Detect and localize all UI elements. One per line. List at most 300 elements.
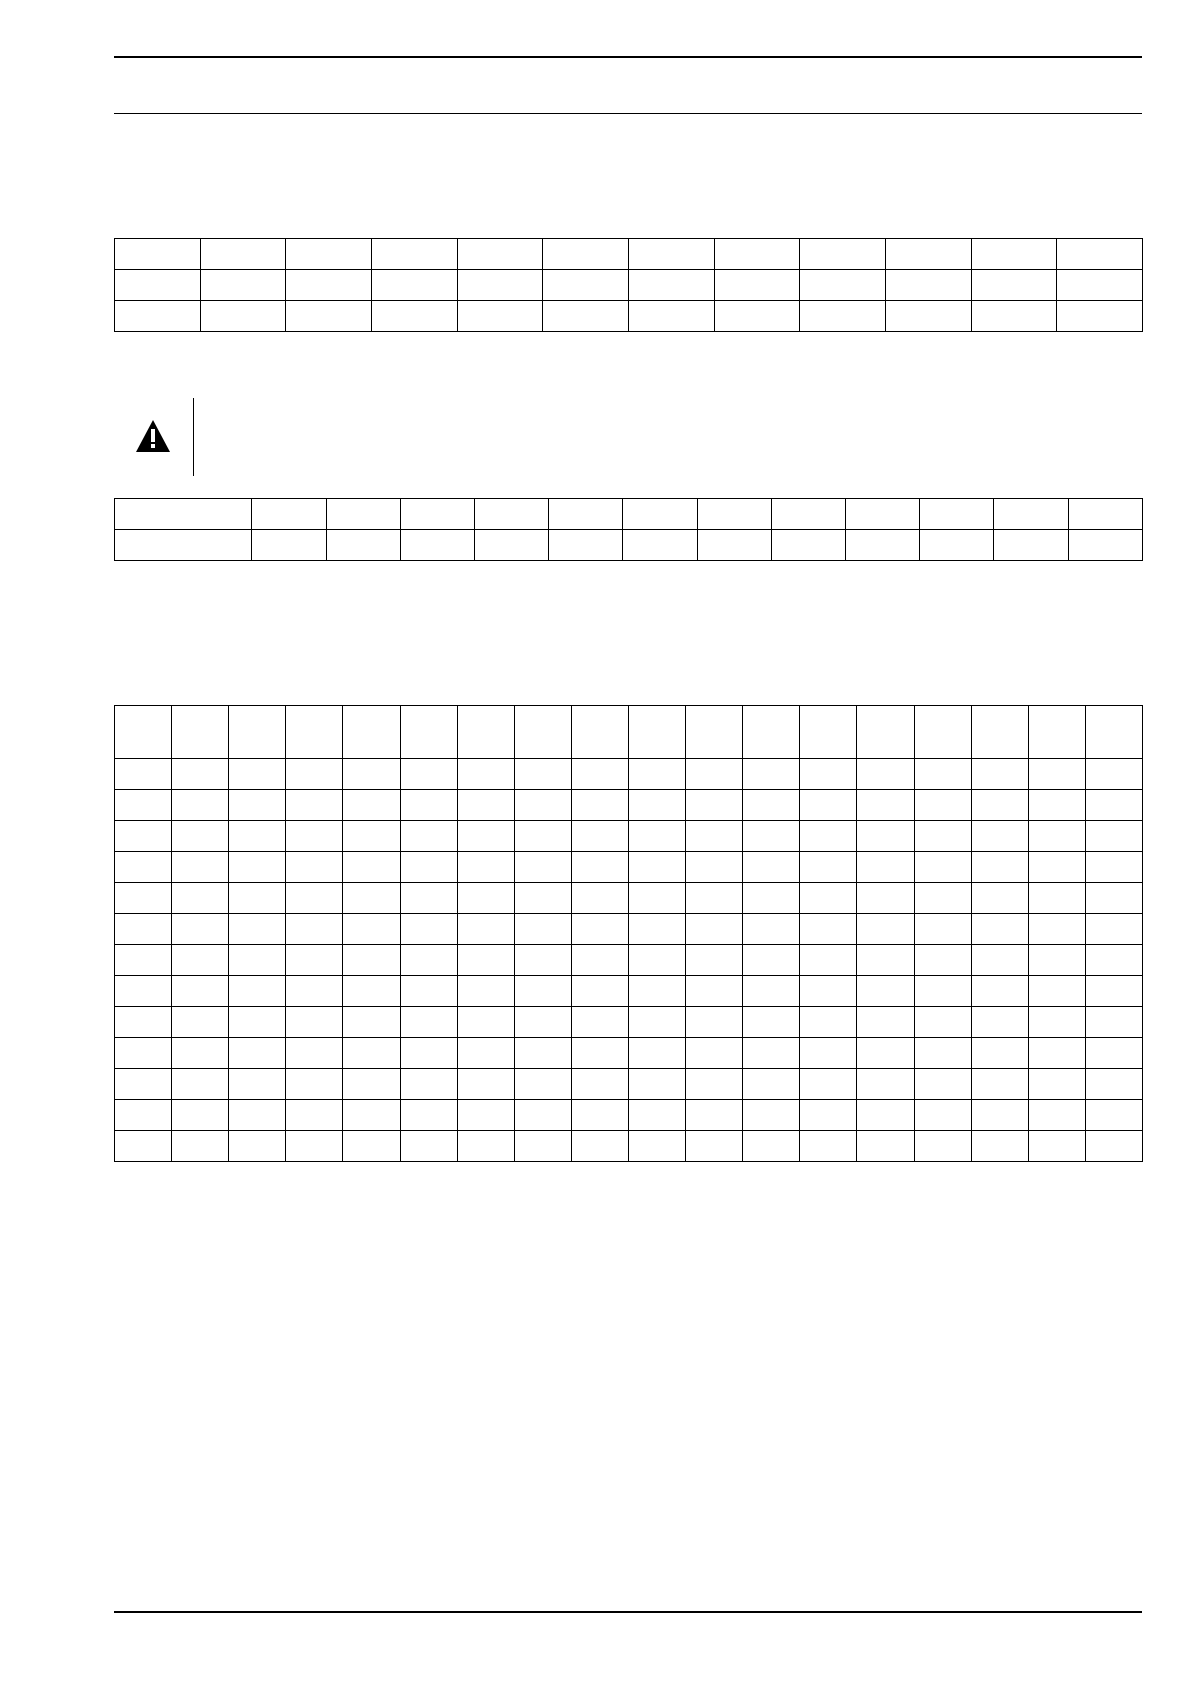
table-3-cell xyxy=(400,1038,457,1069)
table-3-cell xyxy=(800,1131,857,1162)
table-1-cell xyxy=(371,239,457,270)
table-3-cell xyxy=(343,1038,400,1069)
table-3-cell xyxy=(115,883,172,914)
table-3-cell xyxy=(172,1069,229,1100)
table-3-cell xyxy=(686,1100,743,1131)
table-3-cell xyxy=(914,976,971,1007)
table-3-cell xyxy=(743,790,800,821)
table-3-cell xyxy=(286,759,343,790)
table-3-cell xyxy=(115,790,172,821)
table-3-cell xyxy=(343,821,400,852)
table-1-cell xyxy=(800,239,886,270)
table-3-cell xyxy=(457,945,514,976)
table-3-cell xyxy=(286,1100,343,1131)
table-2-cell xyxy=(697,530,771,561)
table-3-cell xyxy=(857,945,914,976)
table-3-row xyxy=(115,914,1143,945)
table-2-cell xyxy=(252,499,326,530)
table-3-cell xyxy=(628,1069,685,1100)
table-1-cell xyxy=(286,301,372,332)
table-3-cell xyxy=(457,1131,514,1162)
table-3-cell xyxy=(628,852,685,883)
table-3-cell xyxy=(628,759,685,790)
table-3-cell xyxy=(628,1038,685,1069)
table-3-cell xyxy=(400,976,457,1007)
table-3-cell xyxy=(743,1007,800,1038)
table-3-cell xyxy=(800,976,857,1007)
table-3-cell xyxy=(914,821,971,852)
table-3-cell xyxy=(628,976,685,1007)
table-3-cell xyxy=(457,759,514,790)
table-3-cell xyxy=(343,1007,400,1038)
table-3-cell xyxy=(857,1069,914,1100)
table-2 xyxy=(114,498,1143,561)
table-2-cell xyxy=(920,530,994,561)
table-3-cell xyxy=(1028,1007,1085,1038)
table-1-cell xyxy=(971,301,1057,332)
table-3-cell xyxy=(914,945,971,976)
table-3-cell xyxy=(115,976,172,1007)
table-3-cell xyxy=(172,883,229,914)
table-3-cell xyxy=(400,1007,457,1038)
table-3-cell xyxy=(115,914,172,945)
table-3-cell xyxy=(857,1038,914,1069)
table-3-cell xyxy=(800,945,857,976)
table-3-cell xyxy=(743,706,800,759)
table-3-cell xyxy=(914,790,971,821)
table-3-cell xyxy=(457,821,514,852)
table-3-cell xyxy=(514,914,571,945)
table-1-cell xyxy=(800,301,886,332)
table-3-cell xyxy=(914,1038,971,1069)
table-3-cell xyxy=(914,1007,971,1038)
table-3-cell xyxy=(857,1100,914,1131)
table-3-cell xyxy=(172,914,229,945)
table-3-cell xyxy=(571,1069,628,1100)
table-3-cell xyxy=(172,1131,229,1162)
table-3-cell xyxy=(229,706,286,759)
table-1-cell xyxy=(200,239,286,270)
table-3-cell xyxy=(1028,945,1085,976)
table-3-cell xyxy=(400,852,457,883)
table-3-cell xyxy=(743,883,800,914)
table-3-cell xyxy=(914,1069,971,1100)
table-3-cell xyxy=(571,883,628,914)
table-3-cell xyxy=(115,1100,172,1131)
table-3-cell xyxy=(571,1007,628,1038)
table-3-cell xyxy=(229,821,286,852)
warning-notice xyxy=(114,398,1142,478)
table-3-cell xyxy=(1085,852,1142,883)
table-1-cell xyxy=(800,270,886,301)
table-3-cell xyxy=(800,1069,857,1100)
table-1-cell xyxy=(971,270,1057,301)
table-3-cell xyxy=(857,914,914,945)
table-3-cell xyxy=(229,759,286,790)
table-3-cell xyxy=(857,1131,914,1162)
table-3-cell xyxy=(571,976,628,1007)
table-3-cell xyxy=(743,1100,800,1131)
table-3-cell xyxy=(800,759,857,790)
table-3-cell xyxy=(172,759,229,790)
table-3-cell xyxy=(172,1038,229,1069)
table-3-cell xyxy=(686,914,743,945)
table-3-cell xyxy=(914,852,971,883)
table-3-cell xyxy=(514,759,571,790)
table-3-row xyxy=(115,945,1143,976)
table-3-cell xyxy=(286,883,343,914)
table-2-cell xyxy=(252,530,326,561)
table-1-cell xyxy=(543,301,629,332)
table-1 xyxy=(114,238,1143,332)
table-3-cell xyxy=(343,790,400,821)
table-3-cell xyxy=(229,852,286,883)
table-3-row xyxy=(115,883,1143,914)
table-3-cell xyxy=(914,759,971,790)
table-3-cell xyxy=(400,706,457,759)
table-3-cell xyxy=(743,945,800,976)
table-3-cell xyxy=(514,1100,571,1131)
table-2-cell xyxy=(475,530,549,561)
table-3-cell xyxy=(628,1131,685,1162)
table-3-cell xyxy=(457,1069,514,1100)
table-3-cell xyxy=(800,1038,857,1069)
table-1-cell xyxy=(457,301,543,332)
table-3-cell xyxy=(457,1100,514,1131)
table-3-cell xyxy=(286,790,343,821)
table-3-cell xyxy=(628,1100,685,1131)
table-3-cell xyxy=(1028,706,1085,759)
table-3-row xyxy=(115,790,1143,821)
table-1-cell xyxy=(1057,239,1143,270)
table-3-cell xyxy=(286,945,343,976)
table-3-cell xyxy=(571,790,628,821)
table-3-cell xyxy=(286,821,343,852)
table-3-row xyxy=(115,759,1143,790)
table-3-cell xyxy=(686,1069,743,1100)
table-3-row xyxy=(115,976,1143,1007)
table-3-cell xyxy=(115,1131,172,1162)
table-3-cell xyxy=(172,1100,229,1131)
table-3-cell xyxy=(457,1038,514,1069)
table-3-cell xyxy=(115,945,172,976)
table-3-cell xyxy=(1085,1038,1142,1069)
table-3-cell xyxy=(800,790,857,821)
table-3-cell xyxy=(514,1038,571,1069)
table-1-cell xyxy=(543,270,629,301)
table-3-cell xyxy=(115,1007,172,1038)
table-3-cell xyxy=(115,759,172,790)
table-3-cell xyxy=(229,1131,286,1162)
table-3-cell xyxy=(686,821,743,852)
table-3-cell xyxy=(343,945,400,976)
table-3-cell xyxy=(1085,1007,1142,1038)
table-3-row xyxy=(115,1100,1143,1131)
table-3-cell xyxy=(686,852,743,883)
table-3-cell xyxy=(914,883,971,914)
table-3-cell xyxy=(914,1100,971,1131)
table-2-cell xyxy=(623,530,697,561)
table-3-cell xyxy=(971,1131,1028,1162)
table-3-cell xyxy=(971,1007,1028,1038)
table-3-cell xyxy=(971,914,1028,945)
table-1-cell xyxy=(286,270,372,301)
table-3-cell xyxy=(686,945,743,976)
table-3-cell xyxy=(115,852,172,883)
table-3-cell xyxy=(343,976,400,1007)
table-2-cell xyxy=(994,530,1068,561)
table-3-cell xyxy=(857,976,914,1007)
table-3-cell xyxy=(628,914,685,945)
table-3-cell xyxy=(628,706,685,759)
table-3-cell xyxy=(400,759,457,790)
table-3-cell xyxy=(857,759,914,790)
table-1-cell xyxy=(371,270,457,301)
table-3-cell xyxy=(628,821,685,852)
table-3-cell xyxy=(800,821,857,852)
table-3-cell xyxy=(1028,883,1085,914)
table-3-cell xyxy=(400,821,457,852)
warning-divider xyxy=(193,398,194,476)
table-3-cell xyxy=(971,852,1028,883)
table-3-cell xyxy=(286,1038,343,1069)
table-3-cell xyxy=(229,914,286,945)
table-1-cell xyxy=(286,239,372,270)
table-3-cell xyxy=(286,1007,343,1038)
table-1-cell xyxy=(115,301,201,332)
table-1-cell xyxy=(371,301,457,332)
table-3-cell xyxy=(686,759,743,790)
table-3-cell xyxy=(514,1007,571,1038)
table-3-cell xyxy=(1085,706,1142,759)
table-3-cell xyxy=(857,790,914,821)
table-3-cell xyxy=(971,821,1028,852)
table-3-cell xyxy=(286,706,343,759)
table-3-cell xyxy=(457,1007,514,1038)
table-3-row xyxy=(115,706,1143,759)
table-3-cell xyxy=(743,1069,800,1100)
table-3-cell xyxy=(1028,821,1085,852)
table-3-cell xyxy=(628,790,685,821)
table-3-cell xyxy=(172,945,229,976)
table-3-cell xyxy=(800,852,857,883)
table-1-row xyxy=(115,270,1143,301)
table-3-cell xyxy=(172,790,229,821)
table-2-cell xyxy=(326,499,400,530)
table-2-cell xyxy=(549,530,623,561)
header-bottom-rule xyxy=(114,113,1142,114)
table-2-cell xyxy=(994,499,1068,530)
table-3-cell xyxy=(400,790,457,821)
table-3-cell xyxy=(686,1038,743,1069)
table-1-cell xyxy=(457,270,543,301)
table-3-cell xyxy=(686,790,743,821)
table-3-cell xyxy=(743,1038,800,1069)
table-3-row xyxy=(115,1007,1143,1038)
table-2-cell xyxy=(1068,499,1142,530)
table-1-cell xyxy=(971,239,1057,270)
table-3-cell xyxy=(1085,883,1142,914)
table-3-cell xyxy=(343,1131,400,1162)
table-3-cell xyxy=(229,1007,286,1038)
table-3-cell xyxy=(1028,852,1085,883)
table-3-cell xyxy=(1028,759,1085,790)
table-3-cell xyxy=(400,883,457,914)
table-1-cell xyxy=(200,270,286,301)
table-3-cell xyxy=(514,790,571,821)
table-3-cell xyxy=(343,1100,400,1131)
table-3-cell xyxy=(229,1100,286,1131)
table-3-cell xyxy=(1028,1069,1085,1100)
table-3-cell xyxy=(115,706,172,759)
table-2-cell xyxy=(400,499,474,530)
table-3-cell xyxy=(172,852,229,883)
table-3-cell xyxy=(1085,821,1142,852)
table-3-cell xyxy=(343,852,400,883)
table-3-cell xyxy=(514,1069,571,1100)
table-3-cell xyxy=(1085,945,1142,976)
table-3-cell xyxy=(857,852,914,883)
table-3-cell xyxy=(514,883,571,914)
header-top-rule xyxy=(114,56,1142,58)
table-3-row xyxy=(115,1069,1143,1100)
table-3-cell xyxy=(971,945,1028,976)
table-3-cell xyxy=(1085,1100,1142,1131)
table-3-cell xyxy=(571,945,628,976)
table-3-cell xyxy=(1028,914,1085,945)
table-3-cell xyxy=(343,883,400,914)
table-3-cell xyxy=(800,1100,857,1131)
table-3-cell xyxy=(686,706,743,759)
table-1-cell xyxy=(885,270,971,301)
table-1-cell xyxy=(885,301,971,332)
table-3-cell xyxy=(286,1069,343,1100)
table-2-cell xyxy=(771,530,845,561)
table-3-cell xyxy=(1085,759,1142,790)
table-3-cell xyxy=(971,1038,1028,1069)
table-3-cell xyxy=(743,976,800,1007)
table-3-cell xyxy=(514,945,571,976)
table-3-cell xyxy=(571,852,628,883)
table-3-cell xyxy=(857,1007,914,1038)
table-3-cell xyxy=(800,914,857,945)
table-3-row xyxy=(115,821,1143,852)
table-3-cell xyxy=(400,1069,457,1100)
table-2-cell xyxy=(549,499,623,530)
table-3-cell xyxy=(1085,1069,1142,1100)
table-3-cell xyxy=(1028,1100,1085,1131)
table-3-cell xyxy=(743,1131,800,1162)
table-3-cell xyxy=(457,706,514,759)
table-1-cell xyxy=(200,301,286,332)
table-3-cell xyxy=(343,1069,400,1100)
table-3-cell xyxy=(343,914,400,945)
table-3-cell xyxy=(514,821,571,852)
table-3-cell xyxy=(628,1007,685,1038)
table-1-cell xyxy=(885,239,971,270)
table-3-cell xyxy=(115,1069,172,1100)
table-3-cell xyxy=(743,852,800,883)
table-2-cell xyxy=(400,530,474,561)
table-3-cell xyxy=(857,883,914,914)
table-1-cell xyxy=(714,239,800,270)
table-3-cell xyxy=(914,706,971,759)
table-2-cell xyxy=(1068,530,1142,561)
table-3-row xyxy=(115,1131,1143,1162)
table-3-cell xyxy=(457,976,514,1007)
table-3-cell xyxy=(229,1038,286,1069)
table-3-cell xyxy=(172,821,229,852)
table-1-cell xyxy=(457,239,543,270)
table-3-cell xyxy=(1085,914,1142,945)
table-3-cell xyxy=(1085,1131,1142,1162)
table-3-cell xyxy=(457,914,514,945)
table-3-cell xyxy=(743,821,800,852)
table-3-cell xyxy=(971,790,1028,821)
table-1-row xyxy=(115,301,1143,332)
table-3-cell xyxy=(457,852,514,883)
table-3-cell xyxy=(286,1131,343,1162)
table-2-cell xyxy=(623,499,697,530)
table-2-cell xyxy=(920,499,994,530)
table-2-cell xyxy=(697,499,771,530)
table-3-cell xyxy=(971,883,1028,914)
table-2-cell xyxy=(846,530,920,561)
table-3-cell xyxy=(971,1069,1028,1100)
table-2-cell xyxy=(771,499,845,530)
table-3-cell xyxy=(914,1131,971,1162)
table-3-cell xyxy=(628,883,685,914)
table-3-cell xyxy=(514,706,571,759)
table-3-cell xyxy=(571,914,628,945)
table-3-cell xyxy=(115,821,172,852)
table-3-cell xyxy=(800,1007,857,1038)
table-3 xyxy=(114,705,1143,1162)
table-2-cell xyxy=(115,530,252,561)
table-3-row xyxy=(115,1038,1143,1069)
table-2-cell xyxy=(115,499,252,530)
table-3-cell xyxy=(571,706,628,759)
table-3-cell xyxy=(400,1131,457,1162)
table-3-cell xyxy=(229,976,286,1007)
table-3-cell xyxy=(857,821,914,852)
table-3-cell xyxy=(172,706,229,759)
table-3-cell xyxy=(971,759,1028,790)
table-3-cell xyxy=(1028,790,1085,821)
table-3-cell xyxy=(571,759,628,790)
table-3-cell xyxy=(229,790,286,821)
table-2-row xyxy=(115,530,1143,561)
table-3-cell xyxy=(286,852,343,883)
table-1-cell xyxy=(1057,301,1143,332)
table-3-cell xyxy=(115,1038,172,1069)
table-3-cell xyxy=(1028,976,1085,1007)
table-3-cell xyxy=(1028,1131,1085,1162)
warning-triangle-icon xyxy=(134,418,172,454)
table-1-row xyxy=(115,239,1143,270)
table-3-cell xyxy=(343,706,400,759)
table-3-cell xyxy=(571,821,628,852)
table-1-cell xyxy=(115,239,201,270)
table-1-cell xyxy=(628,239,714,270)
table-3-cell xyxy=(229,945,286,976)
table-3-cell xyxy=(343,759,400,790)
table-3-cell xyxy=(686,1007,743,1038)
table-2-cell xyxy=(846,499,920,530)
table-3-cell xyxy=(800,706,857,759)
table-3-cell xyxy=(743,914,800,945)
table-3-cell xyxy=(571,1038,628,1069)
